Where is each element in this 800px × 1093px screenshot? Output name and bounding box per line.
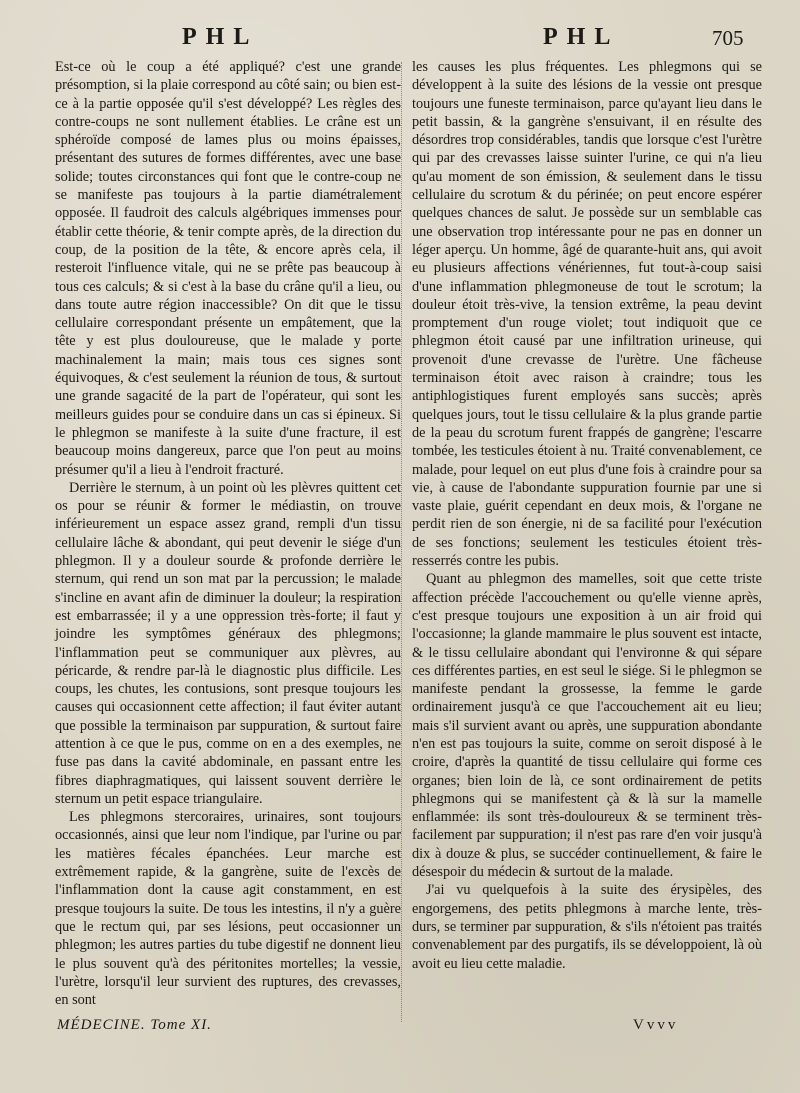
right-paragraph: J'ai vu quelquefois à la suite des érysipèles, des engorgemens, des petits phlegmons à marche lente, très-durs, se terminer par suppuration, & s'ils n'étoient pas traités convenablement par des purgatifs, ils se développoient, là où avoit eu lieu cette maladie. [412, 882, 762, 972]
page-footer [0, 1017, 800, 1041]
left-paragraph: Est-ce où le coup a été appliqué? c'est une grande présomption, si la plaie correspond au côté sain; ou bien est-ce à la partie opposée qu'il s'est développé? Les règles des contre-coups ne sont nullement établies. Le crâne est un sphéroïde composé de lames plus ou moins épaisses, présentant des sutures de formes différentes, avec une base solide; toutes circonstances qui font que le contre-coup ne se manifeste pas toujours à la partie diamétralement opposée. Il faudroit des calculs algébriques immenses pour établir cette théorie, & tenir compte après, de la direction du coup, de la position de la tête, & encore après cela, il resteroit l'influence vitale, qui ne se prête pas beaucoup à tous ces calculs; & si c'est à la base du crâne qu'il a lieu, ou dans toute autre région inaccessible? On dit que le tissu cellulaire correspondant présente un empâtement, que la tête y est plus douloureuse, que le malade y porte machinalement la main; mais tous ces signes sont équivoques, & c'est seulement la réunion de tous, & surtout une grande sagacité de la part de l'opérateur, qui sont les meilleurs guides pour se conduire dans un cas si épineux. Si le phlegmon se manifeste à la suite d'une fracture, il est beaucoup moins dangereux, parce que l'on peut au moins présumer qu'il a lieu à l'endroit fracturé. [55, 59, 401, 478]
right-paragraph: les causes les plus fréquentes. Les phlegmons qui se développent à la suite des lésions de la vessie ont presque toujours une funeste terminaison, parce qu'ayant lieu dans le petit bassin, & la gangrène s'ensuivant, il en résulte des désordres trop considérables, tandis que lorsque c'est l'urètre qui par des crevasses laisse suinter l'urine, ce qui n'a lieu qu'au moment de son émission, & seulement dans le tissu cellulaire du scrotum & du périnée; on peut encore espérer quelques chances de salut. Je possède sur un semblable cas une observation trop intéressante pour ne pas en donner un léger aperçu. Un homme, âgé de quarante-huit ans, qui avoit eu plusieurs affections vénériennes, fut tout-à-coup saisi d'une inflammation phlegmoneuse de tout le scrotum; la douleur étoit très-vive, la tension extrême, la peau devint promptement d'un rouge violet; tout indiquoit que ce phlegmon étoit causé par une infiltration urineuse, qui provenoit d'une crevasse de l'urètre. Une fâcheuse terminaison étoit avec raison à craindre; tous les antiphlogistiques furent employés sans succès; après quelques jours, tout le tissu cellulaire & la plus grande partie de la peau du scrotum furent frappés de gangrène; l'escarre tombée, les testicules étoient à nu. Traité convenablement, ce malade, pour lequel on eut plus d'une fois à craindre pour sa vie, à cause de l'abondante suppuration fournie par une si vaste plaie, guérit cependant en deux mois, & l'organe ne perdit rien de son énergie, ni de sa facilité pour l'exécution de ses fonctions; seulement les testicules étoient très-resserrés contre les pubis. [412, 59, 762, 570]
left-paragraph: Les phlegmons stercoraires, urinaires, sont toujours occasionnés, ainsi que leur nom l'indique, par l'urine ou par les matières fécales épanchées. Leur marche est extrêmement rapide, & la gangrène, suite de l'excès de l'inflammation dont la cause agit constamment, en est presque toujours la suite. De tous les intestins, il n'y a guère que le rectum qui, par ses lésions, peut occasionner un phlegmon; les autres parties du tube digestif ne donnent lieu le plus souvent qu'à des péritonites mortelles; la vessie, l'urètre, lorsqu'il leur survient des ruptures, des crevasses, en sont [55, 809, 401, 1009]
left-paragraph: Derrière le sternum, à un point où les plèvres quittent cet os pour se réunir & former le médiastin, on trouve inférieurement un espace assez grand, rempli d'un tissu cellulaire lâche & abondant, qui peut devenir le siége d'un phlegmon. Il y a douleur sourde & profonde derrière le sternum, qui rend un son mat par la percussion; le malade s'incline en avant afin de diminuer la douleur; la respiration est embarrassée; il y a une oppression très-forte; il faut y joindre les symptômes généraux des phlegmons; l'inflammation peut se communiquer aux plèvres, au péricarde, & rendre par-là le diagnostic plus difficile. Les coups, les chutes, les contusions, sont presque toujours les causes qui occasionnent cette affection; il faut éviter autant que possible la terminaison par suppuration, & surtout faire attention à ce que le pus, comme on en a des exemples, ne fuse pas dans la cavité abdominale, en passant entre les fibres diaphragmatiques, qui laissent souvent derrière le sternum un petit espace triangulaire. [55, 479, 401, 807]
right-column [412, 58, 762, 973]
left-column [55, 58, 401, 1009]
page-number: 705 [712, 26, 744, 50]
footer-volume: MÉDECINE. Tome XI. [57, 1017, 212, 1033]
column-divider [401, 62, 402, 1022]
right-paragraph: Quant au phlegmon des mamelles, soit que cette triste affection précède l'accouchement ou qu'elle vienne après, c'est presque toujours une exposition à un air froid qui l'occasionne; la glande mammaire le plus souvent est intacte, & le tissu cellulaire abondant qui l'environne & qui sépare ces différentes parties, en est seul le siége. Si le phlegmon se manifeste pendant la grossesse, la femme le garde ordinairement jusqu'à ce que l'accouchement ait eu lieu; mais s'il survient avant ou après, une suppuration abondante n'en est pas toujours la suite, comme on seroit disposé à le croire, d'après la quantité de tissu cellulaire qui forme ces organes; bien loin de là, ce sont ordinairement de petits phlegmons qui se manifestent çà & là sur la mamelle enflammée: ils sont très-douloureux & se terminent très-facilement par suppuration; il n'est pas rare d'en voir jusqu'à dix à douze & plus, se succéder continuellement, & faire le désespoir du médecin & surtout de la malade. [412, 571, 762, 881]
running-head-right: PHL [543, 24, 620, 50]
footer-signature: Vvvv [633, 1017, 679, 1033]
running-head [0, 24, 800, 58]
running-head-left: PHL [182, 24, 259, 50]
